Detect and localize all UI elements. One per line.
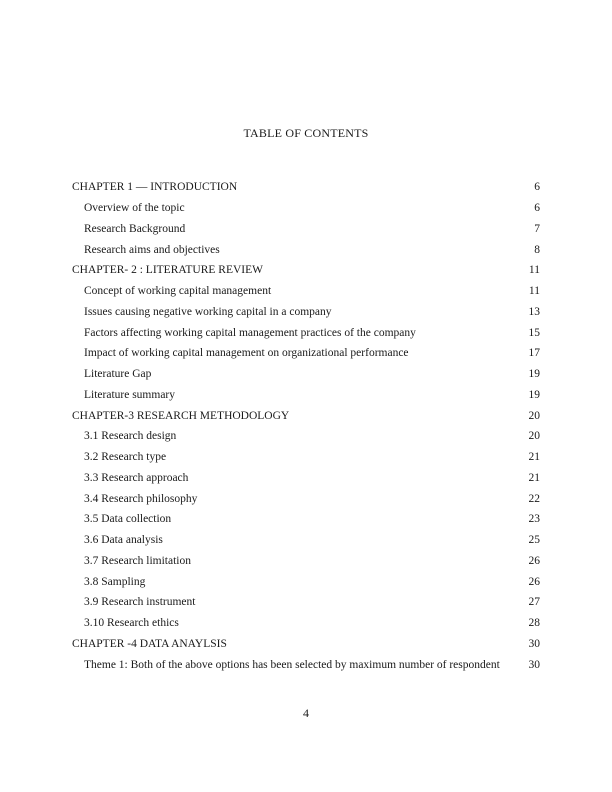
toc-chapter-entry[interactable] — [72, 177, 540, 198]
toc-entry-page: 30 — [528, 658, 540, 671]
toc-list — [72, 177, 540, 675]
toc-section-entry[interactable] — [72, 322, 540, 343]
toc-entry-text: Literature summary — [84, 388, 176, 401]
toc-entry-page: 11 — [528, 285, 540, 298]
toc-entry-text: Theme 1: Both of the above options has been selected by maximum number of respondent — [84, 658, 500, 671]
toc-entry-text: Issues causing negative working capital in a company — [84, 305, 332, 318]
toc-entry-page: 20 — [528, 430, 540, 443]
toc-entry-page: 17 — [528, 347, 540, 360]
toc-entry-page: 27 — [528, 596, 540, 609]
toc-entry-text: Literature Gap — [84, 368, 152, 381]
toc-entry-page: 30 — [528, 637, 540, 650]
toc-section-entry[interactable] — [72, 571, 540, 592]
toc-section-entry[interactable] — [72, 551, 540, 572]
toc-entry-page: 23 — [528, 513, 540, 526]
toc-entry-text: 3.3 Research approach — [84, 471, 189, 484]
toc-section-entry[interactable] — [72, 281, 540, 302]
toc-entry-text: Concept of working capital management — [84, 285, 272, 298]
toc-entry-text: 3.7 Research limitation — [84, 554, 191, 567]
toc-entry-page: 22 — [528, 492, 540, 505]
toc-entry-page: 26 — [528, 554, 540, 567]
toc-entry-text: 3.2 Research type — [84, 451, 167, 464]
toc-entry-text: Impact of working capital management on organizational performance — [84, 347, 409, 360]
toc-section-entry[interactable] — [72, 219, 540, 240]
toc-entry-text: 3.9 Research instrument — [84, 596, 196, 609]
toc-entry-page: 11 — [528, 264, 540, 277]
toc-section-entry[interactable] — [72, 385, 540, 406]
toc-section-entry[interactable] — [72, 364, 540, 385]
toc-entry-text: Overview of the topic — [84, 202, 185, 215]
toc-title: TABLE OF CONTENTS — [243, 126, 369, 140]
toc-section-entry[interactable] — [72, 488, 540, 509]
toc-entry-text: CHAPTER 1 — INTRODUCTION — [72, 181, 238, 194]
toc-section-entry[interactable] — [72, 468, 540, 489]
toc-section-entry[interactable] — [72, 654, 540, 675]
toc-entry-page: 19 — [528, 388, 540, 401]
toc-entry-page: 15 — [528, 326, 540, 339]
toc-section-entry[interactable] — [72, 592, 540, 613]
toc-section-entry[interactable] — [72, 509, 540, 530]
toc-entry-page: 7 — [534, 222, 540, 235]
toc-entry-text: Factors affecting working capital management practices of the company — [84, 326, 416, 339]
page-number: 4 — [303, 706, 309, 720]
toc-entry-text: Research aims and objectives — [84, 243, 220, 256]
toc-chapter-entry[interactable] — [72, 405, 540, 426]
toc-entry-text: 3.5 Data collection — [84, 513, 172, 526]
toc-entry-text: 3.10 Research ethics — [84, 617, 179, 630]
toc-entry-page: 21 — [528, 451, 540, 464]
toc-section-entry[interactable] — [72, 198, 540, 219]
toc-section-entry[interactable] — [72, 426, 540, 447]
toc-section-entry[interactable] — [72, 239, 540, 260]
toc-entry-page: 20 — [528, 409, 540, 422]
toc-entry-page: 13 — [528, 305, 540, 318]
toc-section-entry[interactable] — [72, 530, 540, 551]
toc-entry-text: CHAPTER- 2 : LITERATURE REVIEW — [72, 264, 264, 277]
toc-section-entry[interactable] — [72, 447, 540, 468]
toc-entry-page: 26 — [528, 575, 540, 588]
toc-chapter-entry[interactable] — [72, 260, 540, 281]
toc-entry-page: 8 — [534, 243, 540, 256]
toc-entry-page: 6 — [534, 202, 540, 215]
toc-entry-text: CHAPTER -4 DATA ANAYLSIS — [72, 637, 227, 650]
toc-entry-text: 3.8 Sampling — [84, 575, 146, 588]
toc-entry-page: 19 — [528, 368, 540, 381]
toc-entry-page: 6 — [534, 181, 540, 194]
toc-entry-text: Research Background — [84, 222, 186, 235]
toc-entry-text: 3.6 Data analysis — [84, 534, 163, 547]
toc-section-entry[interactable] — [72, 302, 540, 323]
toc-entry-page: 21 — [528, 471, 540, 484]
toc-entry-page: 28 — [528, 617, 540, 630]
toc-section-entry[interactable] — [72, 343, 540, 364]
toc-chapter-entry[interactable] — [72, 634, 540, 655]
toc-entry-text: 3.4 Research philosophy — [84, 492, 198, 505]
toc-entry-page: 25 — [528, 534, 540, 547]
toc-entry-text: CHAPTER-3 RESEARCH METHODOLOGY — [72, 409, 290, 422]
toc-entry-text: 3.1 Research design — [84, 430, 177, 443]
toc-section-entry[interactable] — [72, 613, 540, 634]
